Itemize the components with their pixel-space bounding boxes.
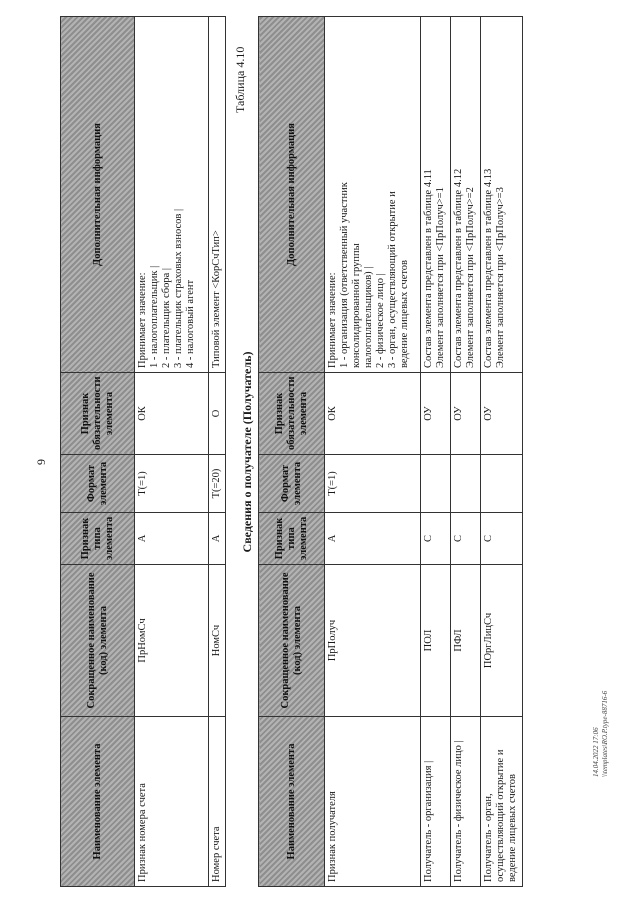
info-line: Состав элемента представлен в таблице 4.11 — [423, 169, 434, 368]
table-row — [481, 17, 523, 887]
element-format — [481, 455, 523, 513]
element-info — [209, 17, 226, 373]
element-type: С — [481, 513, 523, 565]
element-type: А — [135, 513, 209, 565]
header-cell: Сокращенное наименование (код) элемента — [61, 565, 135, 717]
header-cell: Сокращенное наименование (код) элемента — [259, 565, 325, 717]
header-cell: Признак обязательности элемента — [61, 373, 135, 455]
table-row — [325, 17, 421, 887]
table-header-row — [61, 17, 135, 887]
info-line: 1 - налогоплательщик | — [149, 265, 160, 368]
header-cell: Признак обязательности элемента — [259, 373, 325, 455]
info-line: ведение лицевых счетов — [399, 259, 410, 368]
element-info — [325, 17, 421, 373]
element-code: ПрНомСч — [135, 565, 209, 717]
info-line: Принимает значение: — [327, 272, 338, 368]
footer-timestamp: 14.04.2022 17:06 — [592, 727, 600, 777]
element-format: T(=1) — [325, 455, 421, 513]
table-caption: Таблица 4.10 — [233, 46, 247, 113]
element-name: Получатель - физическое лицо | — [451, 717, 481, 887]
elements-table-1 — [60, 16, 226, 887]
footer-path: \\templates\RO.P.type-88716-6 — [601, 690, 609, 777]
element-info — [451, 17, 481, 373]
element-type: А — [325, 513, 421, 565]
table-header-row — [259, 17, 325, 887]
info-line: Типовой элемент <КорСчТип> — [211, 230, 222, 368]
element-format: T(=20) — [209, 455, 226, 513]
table-title: Сведения о получателе (Получатель) — [240, 351, 254, 553]
header-cell: Дополнительная информация — [259, 17, 325, 373]
info-line: консолидированной группы — [351, 243, 362, 368]
element-name: Признак номера счета — [135, 717, 209, 887]
element-code: НомСч — [209, 565, 226, 717]
header-cell: Наименование элемента — [61, 717, 135, 887]
element-code: ПОЛ — [421, 565, 451, 717]
element-type: С — [421, 513, 451, 565]
element-name: Признак получателя — [325, 717, 421, 887]
info-line: Элемент заполняется при <ПрПолуч>=2 — [465, 187, 476, 368]
element-type: А — [209, 513, 226, 565]
element-info — [421, 17, 451, 373]
header-cell: Признак типа элемента — [259, 513, 325, 565]
elements-table-2 — [258, 16, 523, 887]
element-code: ПрПолуч — [325, 565, 421, 717]
element-required: ОК — [325, 373, 421, 455]
info-line: Элемент заполняется при <ПрПолуч>=3 — [495, 187, 506, 368]
info-line: Принимает значение: — [137, 272, 148, 368]
table-row — [209, 17, 226, 887]
element-format: T(=1) — [135, 455, 209, 513]
info-line: 3 - орган, осуществляющий открытие и — [387, 191, 398, 368]
element-name: Получатель - орган, осуществляющий открытие и ведение лицевых счетов — [481, 717, 523, 887]
element-name: Номер счета — [209, 717, 226, 887]
header-cell: Наименование элемента — [259, 717, 325, 887]
element-format — [421, 455, 451, 513]
page-number: 9 — [34, 459, 48, 465]
info-line: Состав элемента представлен в таблице 4.12 — [453, 168, 464, 368]
info-line: Состав элемента представлен в таблице 4.13 — [483, 168, 494, 368]
header-cell: Дополнительная информация — [61, 17, 135, 373]
element-code: ПФЛ — [451, 565, 481, 717]
element-required: ОУ — [451, 373, 481, 455]
header-cell: Формат элемента — [61, 455, 135, 513]
header-cell: Формат элемента — [259, 455, 325, 513]
element-format — [451, 455, 481, 513]
info-line: налогоплательщиков) | — [363, 266, 374, 368]
info-line: 3 - плательщик страховых взносов | — [173, 208, 184, 368]
element-info — [481, 17, 523, 373]
info-line: 2 - плательщик сбора | — [161, 268, 172, 368]
print-footer — [592, 691, 610, 777]
element-code: ПОргЛицСч — [481, 565, 523, 717]
info-line: Элемент заполняется при <ПрПолуч>=1 — [435, 187, 446, 368]
info-line: 2 - физическое лицо | — [375, 273, 386, 368]
element-required: ОУ — [421, 373, 451, 455]
element-info — [135, 17, 209, 373]
info-line: 1 - организация (ответственный участник — [339, 182, 350, 368]
header-cell: Признак типа элемента — [61, 513, 135, 565]
table-row — [421, 17, 451, 887]
info-line: 4 - налоговый агент — [185, 279, 196, 368]
element-name: Получатель - организация | — [421, 717, 451, 887]
table-row — [135, 17, 209, 887]
table-row — [451, 17, 481, 887]
element-required: ОК — [135, 373, 209, 455]
element-required: О — [209, 373, 226, 455]
element-required: ОУ — [481, 373, 523, 455]
element-type: С — [451, 513, 481, 565]
